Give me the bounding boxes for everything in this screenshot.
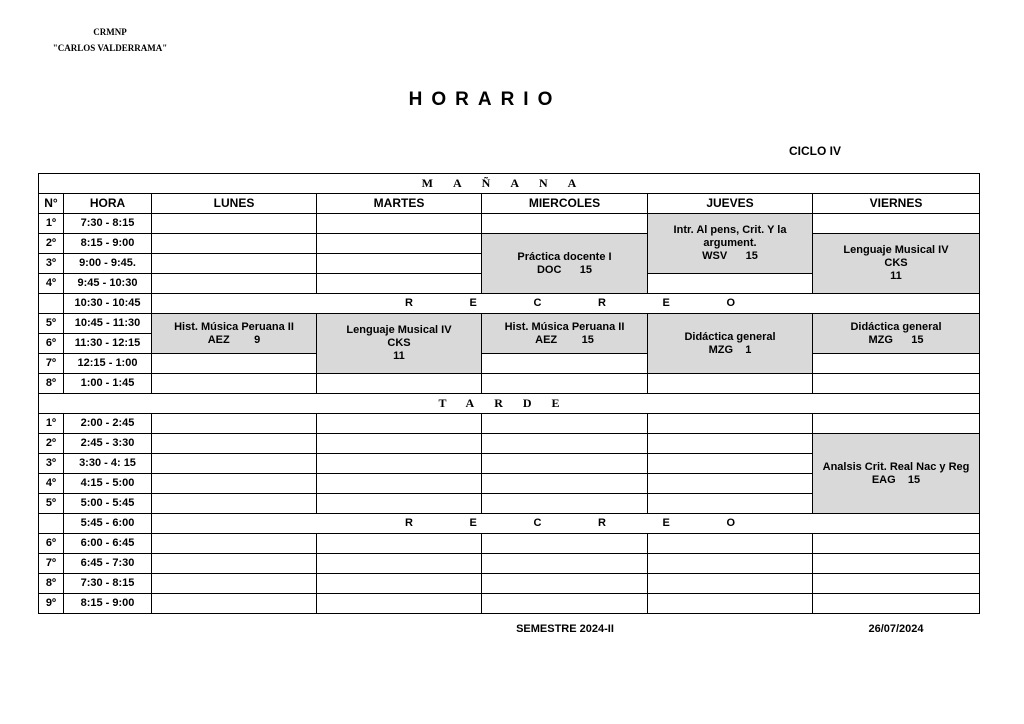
period-number: 8º xyxy=(39,374,64,394)
class-room: 11 xyxy=(393,350,405,362)
col-header-lunes: LUNES xyxy=(152,194,317,214)
table-row xyxy=(39,554,980,574)
table-row xyxy=(39,414,980,434)
table-row xyxy=(39,374,980,394)
cell-empty xyxy=(482,374,648,394)
col-header-martes: MARTES xyxy=(317,194,482,214)
class-code-room xyxy=(482,264,647,277)
class-cell-lenguaje-martes xyxy=(317,314,482,374)
cell-empty xyxy=(648,414,813,434)
period-number: 2º xyxy=(39,434,64,454)
break-row xyxy=(39,514,980,534)
cell-empty xyxy=(152,534,317,554)
break-letter: E xyxy=(662,297,670,309)
col-header-num: N° xyxy=(39,194,64,214)
break-letter: E xyxy=(469,297,477,309)
cell-empty xyxy=(482,434,648,454)
break-label xyxy=(152,514,980,534)
cell-empty xyxy=(152,554,317,574)
class-code-room xyxy=(648,344,812,357)
break-letter: E xyxy=(469,517,477,529)
cycle-label: CICLO IV xyxy=(788,144,841,158)
period-time: 7:30 - 8:15 xyxy=(64,214,152,234)
cell-empty xyxy=(317,414,482,434)
period-time: 12:15 - 1:00 xyxy=(64,354,152,374)
break-letter: C xyxy=(533,297,542,309)
class-code: EAG xyxy=(871,473,896,486)
class-name: Intr. Al pens, Crit. Y la argument. xyxy=(673,224,787,249)
class-cell-analisis xyxy=(813,434,980,514)
cell-empty xyxy=(317,234,482,254)
table-row xyxy=(39,534,980,554)
cell-empty xyxy=(482,474,648,494)
cell-empty xyxy=(482,414,648,434)
class-room: 11 xyxy=(890,270,902,282)
cell-empty xyxy=(482,534,648,554)
period-number xyxy=(39,514,64,534)
cell-empty xyxy=(317,214,482,234)
col-header-hora: HORA xyxy=(64,194,152,214)
cell-empty xyxy=(648,574,813,594)
column-header-row xyxy=(39,194,980,214)
period-time: 10:45 - 11:30 xyxy=(64,314,152,334)
table-row xyxy=(39,574,980,594)
class-name: Didáctica general xyxy=(684,330,776,343)
period-number: 6º xyxy=(39,534,64,554)
period-time: 3:30 - 4: 15 xyxy=(64,454,152,474)
cell-empty xyxy=(317,474,482,494)
table-row xyxy=(39,434,980,454)
table-row xyxy=(39,214,980,234)
class-cell-didactica-jueves xyxy=(648,314,813,374)
period-number: 1º xyxy=(39,214,64,234)
table-row xyxy=(39,234,980,254)
class-cell-intr xyxy=(648,214,813,274)
institution-acronym: CRMNP xyxy=(93,27,127,37)
cell-empty xyxy=(152,434,317,454)
cell-empty xyxy=(648,434,813,454)
class-code: CKS xyxy=(387,337,411,349)
period-number: 4º xyxy=(39,274,64,294)
period-number: 6º xyxy=(39,334,64,354)
cell-empty xyxy=(317,434,482,454)
period-time: 9:00 - 9:45. xyxy=(64,254,152,274)
break-letter: R xyxy=(405,297,413,309)
class-code-room xyxy=(648,250,812,263)
period-time: 9:45 - 10:30 xyxy=(64,274,152,294)
section-row-morning xyxy=(39,174,980,194)
cell-empty xyxy=(317,574,482,594)
break-row xyxy=(39,294,980,314)
break-label xyxy=(152,294,980,314)
class-code: DOC xyxy=(536,263,562,276)
period-number: 2º xyxy=(39,234,64,254)
period-time: 5:00 - 5:45 xyxy=(64,494,152,514)
period-number: 3º xyxy=(39,454,64,474)
section-afternoon-label: TARDE xyxy=(39,394,980,414)
cell-empty xyxy=(317,534,482,554)
cell-empty xyxy=(813,354,980,374)
semester-label: SEMESTRE 2024-II xyxy=(516,623,614,635)
cell-empty xyxy=(152,494,317,514)
break-letter: R xyxy=(597,517,606,529)
cell-empty xyxy=(813,414,980,434)
cell-empty xyxy=(152,354,317,374)
cell-empty xyxy=(648,454,813,474)
cell-empty xyxy=(152,414,317,434)
cell-empty xyxy=(648,494,813,514)
period-number: 8º xyxy=(39,574,64,594)
cell-empty xyxy=(482,594,648,614)
date-label: 26/07/2024 xyxy=(868,623,924,635)
schedule-table xyxy=(38,173,980,614)
period-time: 8:15 - 9:00 xyxy=(64,234,152,254)
class-room: 15 xyxy=(907,473,921,486)
section-row-afternoon xyxy=(39,394,980,414)
class-code: MZG xyxy=(868,333,893,346)
period-time: 6:00 - 6:45 xyxy=(64,534,152,554)
cell-empty xyxy=(152,574,317,594)
class-code: WSV xyxy=(702,250,728,262)
class-code-room xyxy=(482,334,647,347)
class-name: Didáctica general xyxy=(850,320,942,333)
break-letter: E xyxy=(662,517,670,529)
break-letter: R xyxy=(597,297,606,309)
period-time: 1:00 - 1:45 xyxy=(64,374,152,394)
period-number: 5º xyxy=(39,314,64,334)
cell-empty xyxy=(813,574,980,594)
period-time: 6:45 - 7:30 xyxy=(64,554,152,574)
class-name: Lenguaje Musical IV xyxy=(843,244,949,256)
col-header-jueves: JUEVES xyxy=(648,194,813,214)
period-number xyxy=(39,294,64,314)
cell-empty xyxy=(813,554,980,574)
cell-empty xyxy=(648,274,813,294)
period-time: 4:15 - 5:00 xyxy=(64,474,152,494)
class-name: Hist. Música Peruana II xyxy=(504,320,625,333)
cell-empty xyxy=(152,254,317,274)
cell-empty xyxy=(648,534,813,554)
period-time: 11:30 - 12:15 xyxy=(64,334,152,354)
class-room: 9 xyxy=(254,333,261,346)
cell-empty xyxy=(152,374,317,394)
class-cell-hist-miercoles xyxy=(482,314,648,354)
cell-empty xyxy=(317,554,482,574)
cell-empty xyxy=(813,214,980,234)
cell-empty xyxy=(648,594,813,614)
table-row xyxy=(39,314,980,334)
cell-empty xyxy=(813,594,980,614)
class-cell-hist-lunes xyxy=(152,314,317,354)
class-room: 15 xyxy=(745,250,758,262)
class-code-room xyxy=(813,334,979,347)
class-code: AEZ xyxy=(207,333,230,346)
class-code: CKS xyxy=(884,257,908,269)
cell-empty xyxy=(813,374,980,394)
class-name: Lenguaje Musical IV xyxy=(346,324,452,336)
break-letter: C xyxy=(533,517,542,529)
period-number: 5º xyxy=(39,494,64,514)
table-row xyxy=(39,354,980,374)
period-number: 4º xyxy=(39,474,64,494)
cell-empty xyxy=(152,454,317,474)
section-morning-label: MAÑANA xyxy=(39,174,980,194)
class-cell-lenguaje-viernes xyxy=(813,234,980,294)
period-number: 7º xyxy=(39,554,64,574)
cell-empty xyxy=(648,474,813,494)
cell-empty xyxy=(482,574,648,594)
class-room: 1 xyxy=(745,343,752,356)
col-header-miercoles: MIERCOLES xyxy=(482,194,648,214)
break-letter: R xyxy=(405,517,413,529)
period-number: 3º xyxy=(39,254,64,274)
cell-empty xyxy=(317,274,482,294)
period-number: 9º xyxy=(39,594,64,614)
cell-empty xyxy=(317,494,482,514)
class-cell-didactica-viernes xyxy=(813,314,980,354)
cell-empty xyxy=(317,594,482,614)
institution-name: "CARLOS VALDERRAMA" xyxy=(52,43,168,53)
class-name: Hist. Música Peruana II xyxy=(174,320,294,333)
cell-empty xyxy=(152,234,317,254)
cell-empty xyxy=(482,494,648,514)
cell-empty xyxy=(317,254,482,274)
class-code-room xyxy=(152,334,316,347)
cell-empty xyxy=(648,554,813,574)
table-row xyxy=(39,594,980,614)
period-time: 2:45 - 3:30 xyxy=(64,434,152,454)
class-name: Práctica docente I xyxy=(517,250,612,263)
class-code-room xyxy=(813,474,979,487)
break-letter: O xyxy=(726,517,735,529)
period-number: 1º xyxy=(39,414,64,434)
cell-empty xyxy=(317,374,482,394)
cell-empty xyxy=(813,534,980,554)
cell-empty xyxy=(152,474,317,494)
cell-empty xyxy=(317,454,482,474)
class-room: 15 xyxy=(911,333,924,346)
cell-empty xyxy=(482,354,648,374)
cell-empty xyxy=(152,594,317,614)
cell-empty xyxy=(152,274,317,294)
cell-empty xyxy=(482,454,648,474)
period-time: 5:45 - 6:00 xyxy=(64,514,152,534)
class-cell-practica xyxy=(482,234,648,294)
class-name: Analsis Crit. Real Nac y Reg xyxy=(822,460,970,473)
period-time: 7:30 - 8:15 xyxy=(64,574,152,594)
class-room: 15 xyxy=(581,333,594,346)
break-letter: O xyxy=(726,297,735,309)
period-time: 2:00 - 2:45 xyxy=(64,414,152,434)
page-title: HORARIO xyxy=(408,89,562,110)
class-code: MZG xyxy=(708,343,734,356)
col-header-viernes: VIERNES xyxy=(813,194,980,214)
period-time: 10:30 - 10:45 xyxy=(64,294,152,314)
period-number: 7º xyxy=(39,354,64,374)
class-room: 15 xyxy=(579,263,593,276)
class-code: AEZ xyxy=(535,333,558,346)
period-time: 8:15 - 9:00 xyxy=(64,594,152,614)
cell-empty xyxy=(482,214,648,234)
cell-empty xyxy=(482,554,648,574)
cell-empty xyxy=(152,214,317,234)
cell-empty xyxy=(648,374,813,394)
